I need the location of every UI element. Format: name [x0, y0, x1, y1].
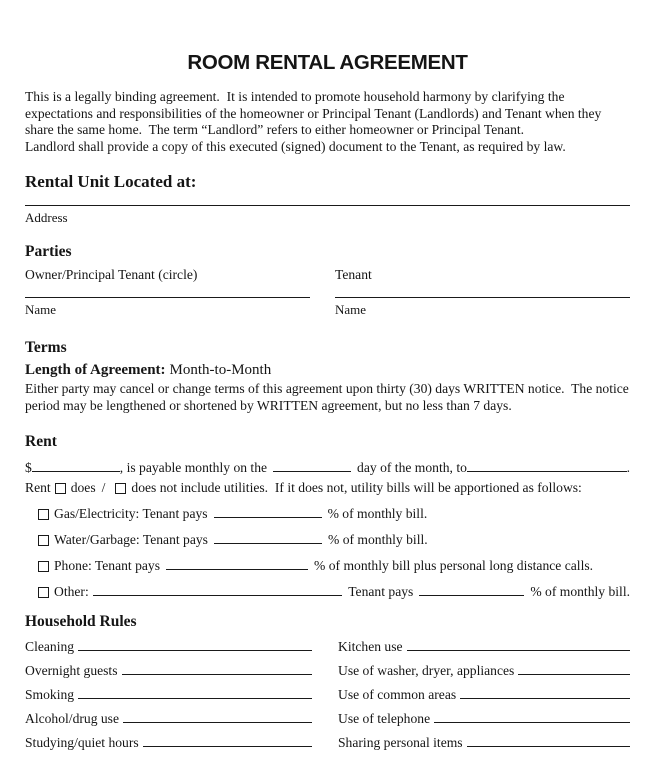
slash-separator: / [101, 480, 106, 495]
overnight-guests-label: Overnight guests [25, 663, 118, 678]
length-of-agreement-line [25, 360, 630, 380]
washer-dryer-appliances-field[interactable] [518, 662, 630, 675]
household-rules-heading: Household Rules [25, 613, 137, 630]
other-label: Other: [54, 584, 89, 599]
length-of-agreement-label: Length of Agreement: [25, 362, 166, 378]
other-middle-text: Tenant pays [348, 584, 414, 599]
water-garbage-row [25, 531, 630, 548]
tenant-label: Tenant [335, 267, 372, 282]
phone-row [25, 557, 630, 574]
rent-payee-field[interactable] [467, 459, 627, 472]
parties-labels-row [25, 262, 630, 283]
tenant-name-label: Name [335, 302, 367, 317]
rent-amount-field[interactable] [32, 459, 120, 472]
other-suffix: % of monthly bill. [530, 584, 630, 599]
other-percent-field[interactable] [419, 583, 524, 596]
sharing-personal-items-row [338, 734, 630, 751]
does-label: does [70, 480, 96, 495]
line-period: . [626, 460, 630, 475]
gas-electricity-checkbox[interactable] [38, 509, 49, 520]
smoking-row [25, 686, 312, 703]
common-areas-label: Use of common areas [338, 687, 457, 702]
household-rules-right-column [338, 638, 630, 758]
studying-quiet-hours-label: Studying/quiet hours [25, 735, 139, 750]
water-garbage-checkbox[interactable] [38, 535, 49, 546]
kitchen-use-row [338, 638, 630, 655]
rent-heading: Rent [25, 433, 57, 450]
gas-electricity-suffix: % of monthly bill. [327, 506, 428, 521]
telephone-label: Use of telephone [338, 711, 431, 726]
washer-dryer-appliances-label: Use of washer, dryer, appliances [338, 663, 515, 678]
household-rules-left-column [25, 638, 312, 758]
parties-name-lines-row [25, 283, 630, 318]
document-title: ROOM RENTAL AGREEMENT [187, 51, 468, 74]
smoking-field[interactable] [78, 686, 312, 699]
overnight-guests-row [25, 662, 312, 679]
day-of-month-text: day of the month, to [357, 460, 467, 475]
owner-principal-tenant-label: Owner/Principal Tenant (circle) [25, 267, 198, 282]
gas-electricity-percent-field[interactable] [214, 505, 322, 518]
length-of-agreement-value: Month-to-Month [169, 362, 272, 378]
common-areas-row [338, 686, 630, 703]
alcohol-drug-use-label: Alcohol/drug use [25, 711, 120, 726]
other-description-field[interactable] [93, 583, 342, 596]
alcohol-drug-use-field[interactable] [123, 710, 312, 723]
owner-name-field[interactable] [25, 297, 310, 298]
address-field[interactable] [25, 205, 630, 206]
utilities-rest-text: does not include utilities. If it does not, utility bills will be apportioned as follows: [131, 480, 582, 495]
parties-heading: Parties [25, 243, 72, 260]
telephone-field[interactable] [434, 710, 630, 723]
gas-electricity-row [25, 505, 630, 522]
phone-percent-field[interactable] [166, 557, 308, 570]
other-row [25, 583, 630, 600]
kitchen-use-field[interactable] [407, 638, 630, 651]
overnight-guests-field[interactable] [122, 662, 312, 675]
other-checkbox[interactable] [38, 587, 49, 598]
water-garbage-percent-field[interactable] [214, 531, 322, 544]
tenant-name-field[interactable] [335, 297, 630, 298]
household-rules-section [25, 612, 630, 758]
currency-symbol: $ [25, 460, 32, 475]
kitchen-use-label: Kitchen use [338, 639, 403, 654]
sharing-personal-items-label: Sharing personal items [338, 735, 463, 750]
payable-text: , is payable monthly on the [119, 460, 268, 475]
common-areas-field[interactable] [460, 686, 630, 699]
studying-quiet-hours-field[interactable] [143, 734, 312, 747]
water-garbage-suffix: % of monthly bill. [327, 532, 428, 547]
sharing-personal-items-field[interactable] [467, 734, 630, 747]
intro-paragraph-2: Landlord shall provide a copy of this executed (signed) document to the Tenant, as required by law. [25, 138, 566, 154]
alcohol-drug-use-row [25, 710, 312, 727]
gas-electricity-label: Gas/Electricity: Tenant pays [54, 506, 208, 521]
rent-day-field[interactable] [273, 459, 351, 472]
cleaning-row [25, 638, 312, 655]
rent-terms-line [25, 459, 630, 476]
utilities-included-line [25, 479, 630, 496]
cleaning-label: Cleaning [25, 639, 75, 654]
water-garbage-label: Water/Garbage: Tenant pays [54, 532, 208, 547]
phone-label: Phone: Tenant pays [54, 558, 161, 573]
owner-name-label: Name [25, 302, 57, 317]
cleaning-field[interactable] [78, 638, 312, 651]
smoking-label: Smoking [25, 687, 75, 702]
intro-paragraph: This is a legally binding agreement. It is intended to promote household harmony by clarifying the expectations and responsibilities of the homeowner or Principal Tenant (Landlords) and Tenant when they share the same home. The term “Landlord” refers to either homeowner or Principal Tenant. [25, 89, 605, 137]
phone-checkbox[interactable] [38, 561, 49, 572]
address-label: Address [25, 210, 68, 225]
rent-does-include-checkbox[interactable] [55, 483, 66, 494]
studying-quiet-hours-row [25, 734, 312, 751]
telephone-row [338, 710, 630, 727]
washer-dryer-appliances-row [338, 662, 630, 679]
terms-heading: Terms [25, 339, 67, 356]
phone-suffix: % of monthly bill plus personal long distance calls. [314, 558, 594, 573]
utilities-prefix: Rent [25, 480, 51, 495]
rent-does-not-include-checkbox[interactable] [115, 483, 126, 494]
terms-body: Either party may cancel or change terms of this agreement upon thirty (30) days WRITTEN notice. The notice period may be lengthened or shortened by WRITTEN agreement, but no less than 7 days. [25, 381, 633, 413]
rental-unit-heading: Rental Unit Located at: [25, 172, 197, 191]
